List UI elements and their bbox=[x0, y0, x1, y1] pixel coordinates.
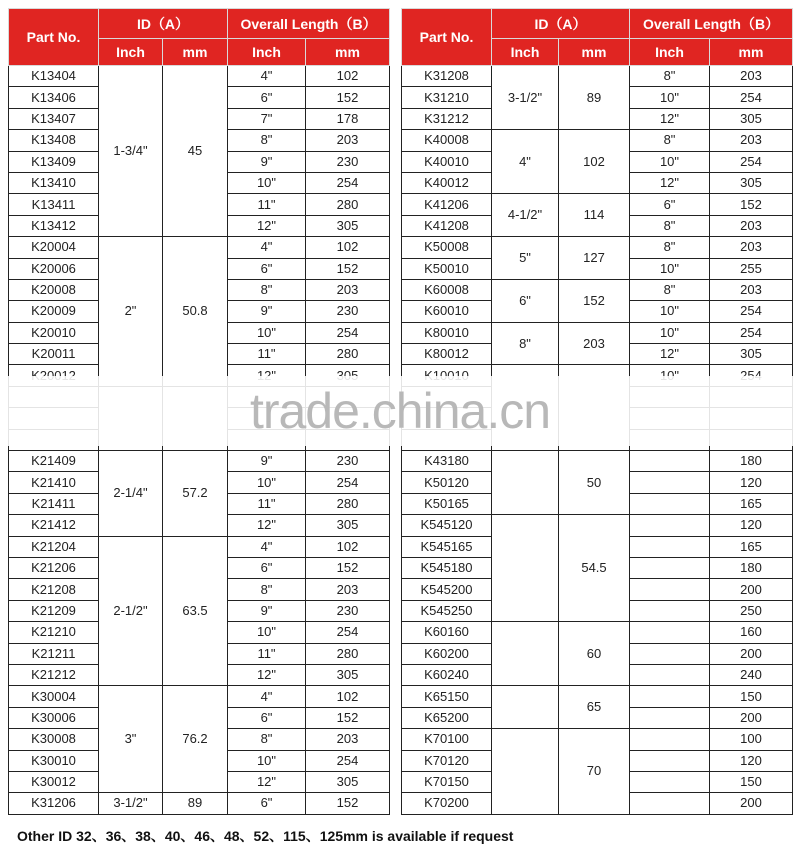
id-mm-cell: 89 bbox=[163, 793, 228, 814]
part-number-cell: K20004 bbox=[9, 237, 99, 258]
length-inch-cell: 8" bbox=[630, 237, 710, 258]
id-inch-cell: 5" bbox=[492, 237, 559, 280]
id-inch-cell bbox=[492, 622, 559, 686]
length-mm-cell: 102 bbox=[306, 66, 390, 87]
part-number-cell: K50165 bbox=[402, 493, 492, 514]
length-mm-cell: 254 bbox=[306, 750, 390, 771]
length-mm-cell: 280 bbox=[306, 643, 390, 664]
part-number-cell: K30010 bbox=[9, 750, 99, 771]
id-mm-cell: 60 bbox=[559, 622, 630, 686]
length-inch-cell: 8" bbox=[630, 215, 710, 236]
length-inch-cell bbox=[630, 793, 710, 814]
id-mm-cell: 54.5 bbox=[559, 515, 630, 622]
length-mm-cell: 255 bbox=[710, 258, 793, 279]
part-number-cell: K13410 bbox=[9, 172, 99, 193]
length-mm-cell: 254 bbox=[306, 172, 390, 193]
length-inch-cell: 9" bbox=[228, 301, 306, 322]
part-number-cell: K30004 bbox=[9, 686, 99, 707]
length-mm-cell: 178 bbox=[306, 108, 390, 129]
part-number-cell: K30008 bbox=[9, 729, 99, 750]
length-mm-cell: 203 bbox=[306, 130, 390, 151]
id-mm-cell: 203 bbox=[559, 322, 630, 365]
length-inch-cell: 11" bbox=[228, 194, 306, 215]
id-inch-cell: 2" bbox=[99, 237, 163, 387]
part-number-cell: K21204 bbox=[9, 536, 99, 557]
length-mm-cell: 120 bbox=[710, 472, 793, 493]
id-inch-cell: 1-3/4" bbox=[99, 66, 163, 237]
part-number-cell: K50008 bbox=[402, 237, 492, 258]
length-mm-cell: 280 bbox=[306, 493, 390, 514]
length-mm-cell: 102 bbox=[306, 536, 390, 557]
length-inch-cell: 8" bbox=[630, 130, 710, 151]
length-mm-cell: 152 bbox=[306, 557, 390, 578]
part-number-cell: K20006 bbox=[9, 258, 99, 279]
length-mm-cell: 203 bbox=[306, 279, 390, 300]
length-inch-cell bbox=[630, 600, 710, 621]
length-inch-cell: 8" bbox=[228, 579, 306, 600]
length-mm-cell: 230 bbox=[306, 301, 390, 322]
length-inch-cell: 10" bbox=[228, 172, 306, 193]
length-inch-cell bbox=[630, 686, 710, 707]
header-id-a: ID（A） bbox=[492, 9, 630, 39]
part-number-cell: K60008 bbox=[402, 279, 492, 300]
id-mm-cell: 63.5 bbox=[163, 536, 228, 686]
length-mm-cell: 152 bbox=[306, 793, 390, 814]
length-mm-cell: 230 bbox=[306, 151, 390, 172]
length-mm-cell: 102 bbox=[306, 237, 390, 258]
length-mm-cell: 160 bbox=[710, 622, 793, 643]
length-inch-cell: 12" bbox=[228, 664, 306, 685]
length-inch-cell: 8" bbox=[228, 279, 306, 300]
length-mm-cell: 200 bbox=[710, 579, 793, 600]
header-part-no: Part No. bbox=[402, 9, 492, 66]
id-inch-cell: 3-1/2" bbox=[99, 793, 163, 814]
id-mm-cell: 102 bbox=[559, 130, 630, 194]
length-mm-cell: 254 bbox=[710, 87, 793, 108]
header-overall-length: Overall Length（B） bbox=[228, 9, 390, 39]
part-number-cell: K20009 bbox=[9, 301, 99, 322]
table-row bbox=[402, 322, 793, 343]
length-inch-cell: 12" bbox=[630, 344, 710, 365]
length-inch-cell bbox=[630, 515, 710, 536]
part-number-cell: K13412 bbox=[9, 215, 99, 236]
id-inch-cell: 4-1/2" bbox=[492, 194, 559, 237]
part-number-cell: K80012 bbox=[402, 344, 492, 365]
length-mm-cell: 180 bbox=[710, 451, 793, 472]
length-inch-cell: 11" bbox=[228, 344, 306, 365]
length-mm-cell: 203 bbox=[710, 279, 793, 300]
length-inch-cell bbox=[630, 771, 710, 792]
table-row bbox=[402, 622, 793, 643]
part-number-cell: K60240 bbox=[402, 664, 492, 685]
table-row bbox=[402, 130, 793, 151]
table-row bbox=[9, 66, 390, 87]
length-inch-cell: 10" bbox=[228, 750, 306, 771]
length-mm-cell: 250 bbox=[710, 600, 793, 621]
length-inch-cell bbox=[630, 472, 710, 493]
part-number-cell: K80010 bbox=[402, 322, 492, 343]
id-mm-cell: 76.2 bbox=[163, 686, 228, 793]
header-length-mm: mm bbox=[306, 39, 390, 66]
part-number-cell: K31210 bbox=[402, 87, 492, 108]
length-inch-cell: 6" bbox=[228, 258, 306, 279]
length-inch-cell bbox=[630, 622, 710, 643]
part-number-cell: K70120 bbox=[402, 750, 492, 771]
header-id-a: ID（A） bbox=[99, 9, 228, 39]
part-number-cell: K60160 bbox=[402, 622, 492, 643]
part-number-cell: K21208 bbox=[9, 579, 99, 600]
header-length-inch: Inch bbox=[228, 39, 306, 66]
length-mm-cell: 230 bbox=[306, 600, 390, 621]
id-inch-cell: 6" bbox=[492, 279, 559, 322]
watermark-overlay bbox=[0, 376, 800, 446]
length-mm-cell: 305 bbox=[710, 344, 793, 365]
part-number-cell: K13411 bbox=[9, 194, 99, 215]
part-number-cell: K40008 bbox=[402, 130, 492, 151]
id-inch-cell: 2-1/4" bbox=[99, 451, 163, 537]
part-number-cell: K60010 bbox=[402, 301, 492, 322]
part-number-cell: K13407 bbox=[9, 108, 99, 129]
length-mm-cell: 280 bbox=[306, 194, 390, 215]
part-number-cell: K40012 bbox=[402, 172, 492, 193]
table-row bbox=[9, 451, 390, 472]
length-inch-cell: 12" bbox=[630, 172, 710, 193]
length-inch-cell bbox=[630, 579, 710, 600]
length-inch-cell: 11" bbox=[228, 643, 306, 664]
id-inch-cell: 3-1/2" bbox=[492, 66, 559, 130]
length-inch-cell: 8" bbox=[228, 729, 306, 750]
part-number-cell: K21410 bbox=[9, 472, 99, 493]
table-row bbox=[9, 237, 390, 258]
length-mm-cell: 150 bbox=[710, 686, 793, 707]
part-number-cell: K21411 bbox=[9, 493, 99, 514]
table-row bbox=[402, 451, 793, 472]
part-number-cell: K70200 bbox=[402, 793, 492, 814]
id-inch-cell bbox=[492, 515, 559, 622]
watermark-text: trade.china.cn bbox=[249, 383, 551, 439]
id-mm-cell: 89 bbox=[559, 66, 630, 130]
length-inch-cell: 12" bbox=[630, 108, 710, 129]
table-row bbox=[9, 686, 390, 707]
header-id-mm: mm bbox=[163, 39, 228, 66]
part-number-cell: K21409 bbox=[9, 451, 99, 472]
length-inch-cell: 10" bbox=[630, 301, 710, 322]
length-mm-cell: 280 bbox=[306, 344, 390, 365]
id-mm-cell: 65 bbox=[559, 686, 630, 729]
length-inch-cell: 8" bbox=[630, 66, 710, 87]
part-number-cell: K13404 bbox=[9, 66, 99, 87]
length-mm-cell: 200 bbox=[710, 643, 793, 664]
length-inch-cell: 10" bbox=[630, 87, 710, 108]
part-number-cell: K31212 bbox=[402, 108, 492, 129]
id-mm-cell: 152 bbox=[559, 279, 630, 322]
table-row bbox=[402, 729, 793, 750]
length-inch-cell: 4" bbox=[228, 686, 306, 707]
part-number-cell: K31206 bbox=[9, 793, 99, 814]
length-mm-cell: 150 bbox=[710, 771, 793, 792]
table-row bbox=[9, 536, 390, 557]
table-row bbox=[402, 194, 793, 215]
header-length-mm: mm bbox=[710, 39, 793, 66]
part-number-cell: K60200 bbox=[402, 643, 492, 664]
length-inch-cell: 10" bbox=[630, 151, 710, 172]
length-inch-cell: 8" bbox=[630, 279, 710, 300]
length-inch-cell bbox=[630, 643, 710, 664]
length-mm-cell: 180 bbox=[710, 557, 793, 578]
length-mm-cell: 305 bbox=[306, 664, 390, 685]
length-mm-cell: 102 bbox=[306, 686, 390, 707]
length-mm-cell: 305 bbox=[306, 515, 390, 536]
part-number-cell: K21211 bbox=[9, 643, 99, 664]
part-number-cell: K545180 bbox=[402, 557, 492, 578]
length-mm-cell: 305 bbox=[306, 215, 390, 236]
id-inch-cell: 2-1/2" bbox=[99, 536, 163, 686]
part-number-cell: K13409 bbox=[9, 151, 99, 172]
part-number-cell: K30012 bbox=[9, 771, 99, 792]
header-id-inch: Inch bbox=[492, 39, 559, 66]
part-number-cell: K21412 bbox=[9, 515, 99, 536]
length-mm-cell: 203 bbox=[306, 579, 390, 600]
length-inch-cell: 4" bbox=[228, 237, 306, 258]
length-inch-cell: 9" bbox=[228, 451, 306, 472]
id-mm-cell: 57.2 bbox=[163, 451, 228, 537]
part-number-cell: K70150 bbox=[402, 771, 492, 792]
part-number-cell: K21206 bbox=[9, 557, 99, 578]
length-inch-cell: 9" bbox=[228, 600, 306, 621]
length-inch-cell bbox=[630, 664, 710, 685]
length-inch-cell: 10" bbox=[630, 322, 710, 343]
length-mm-cell: 152 bbox=[306, 258, 390, 279]
length-inch-cell: 4" bbox=[228, 536, 306, 557]
length-inch-cell: 10" bbox=[630, 258, 710, 279]
length-mm-cell: 120 bbox=[710, 750, 793, 771]
length-mm-cell: 254 bbox=[306, 622, 390, 643]
length-inch-cell: 6" bbox=[228, 557, 306, 578]
length-mm-cell: 230 bbox=[306, 451, 390, 472]
part-number-cell: K20011 bbox=[9, 344, 99, 365]
length-inch-cell bbox=[630, 729, 710, 750]
table-row bbox=[402, 686, 793, 707]
part-number-cell: K545250 bbox=[402, 600, 492, 621]
length-inch-cell: 4" bbox=[228, 66, 306, 87]
length-mm-cell: 254 bbox=[710, 151, 793, 172]
length-inch-cell: 10" bbox=[228, 472, 306, 493]
part-number-cell: K50120 bbox=[402, 472, 492, 493]
length-inch-cell: 12" bbox=[228, 215, 306, 236]
length-mm-cell: 254 bbox=[306, 322, 390, 343]
part-number-cell: K43180 bbox=[402, 451, 492, 472]
length-mm-cell: 200 bbox=[710, 793, 793, 814]
table-row bbox=[402, 515, 793, 536]
id-mm-cell: 45 bbox=[163, 66, 228, 237]
length-mm-cell: 200 bbox=[710, 707, 793, 728]
length-inch-cell: 10" bbox=[228, 322, 306, 343]
header-part-no: Part No. bbox=[9, 9, 99, 66]
part-number-cell: K21212 bbox=[9, 664, 99, 685]
part-number-cell: K13408 bbox=[9, 130, 99, 151]
table-row bbox=[402, 66, 793, 87]
availability-note: Other ID 32、36、38、40、46、48、52、115、125mm is available if request bbox=[17, 828, 514, 844]
length-mm-cell: 305 bbox=[710, 172, 793, 193]
id-mm-cell: 50.8 bbox=[163, 237, 228, 387]
length-mm-cell: 305 bbox=[710, 108, 793, 129]
id-mm-cell: 50 bbox=[559, 451, 630, 515]
length-mm-cell: 165 bbox=[710, 493, 793, 514]
id-mm-cell: 70 bbox=[559, 729, 630, 815]
length-mm-cell: 203 bbox=[306, 729, 390, 750]
part-number-cell: K31208 bbox=[402, 66, 492, 87]
part-number-cell: K50010 bbox=[402, 258, 492, 279]
length-inch-cell bbox=[630, 493, 710, 514]
length-inch-cell: 8" bbox=[228, 130, 306, 151]
part-number-cell: K545120 bbox=[402, 515, 492, 536]
length-inch-cell: 6" bbox=[630, 194, 710, 215]
length-inch-cell: 10" bbox=[228, 622, 306, 643]
length-inch-cell: 6" bbox=[228, 707, 306, 728]
length-mm-cell: 152 bbox=[306, 87, 390, 108]
id-inch-cell: 4" bbox=[492, 130, 559, 194]
length-inch-cell: 9" bbox=[228, 151, 306, 172]
length-inch-cell bbox=[630, 536, 710, 557]
part-number-cell: K545200 bbox=[402, 579, 492, 600]
part-number-cell: K70100 bbox=[402, 729, 492, 750]
length-inch-cell: 12" bbox=[228, 515, 306, 536]
part-number-cell: K41206 bbox=[402, 194, 492, 215]
part-number-cell: K21209 bbox=[9, 600, 99, 621]
length-mm-cell: 203 bbox=[710, 130, 793, 151]
id-inch-cell bbox=[492, 451, 559, 515]
id-inch-cell: 8" bbox=[492, 322, 559, 365]
part-number-cell: K65200 bbox=[402, 707, 492, 728]
length-inch-cell bbox=[630, 451, 710, 472]
header-id-inch: Inch bbox=[99, 39, 163, 66]
part-number-cell: K65150 bbox=[402, 686, 492, 707]
id-inch-cell: 3" bbox=[99, 686, 163, 793]
length-mm-cell: 254 bbox=[710, 301, 793, 322]
part-number-cell: K20008 bbox=[9, 279, 99, 300]
length-inch-cell: 12" bbox=[228, 771, 306, 792]
length-mm-cell: 240 bbox=[710, 664, 793, 685]
length-inch-cell: 7" bbox=[228, 108, 306, 129]
table-row bbox=[402, 237, 793, 258]
length-mm-cell: 254 bbox=[306, 472, 390, 493]
part-number-cell: K30006 bbox=[9, 707, 99, 728]
length-mm-cell: 120 bbox=[710, 515, 793, 536]
length-inch-cell bbox=[630, 750, 710, 771]
table-row bbox=[9, 793, 390, 814]
id-inch-cell bbox=[492, 729, 559, 815]
length-inch-cell: 6" bbox=[228, 87, 306, 108]
length-inch-cell bbox=[630, 557, 710, 578]
part-number-cell: K21210 bbox=[9, 622, 99, 643]
length-mm-cell: 152 bbox=[306, 707, 390, 728]
id-inch-cell bbox=[492, 686, 559, 729]
length-mm-cell: 165 bbox=[710, 536, 793, 557]
header-id-mm: mm bbox=[559, 39, 630, 66]
id-mm-cell: 127 bbox=[559, 237, 630, 280]
length-mm-cell: 254 bbox=[710, 322, 793, 343]
header-length-inch: Inch bbox=[630, 39, 710, 66]
part-number-cell: K20010 bbox=[9, 322, 99, 343]
length-mm-cell: 305 bbox=[306, 771, 390, 792]
part-number-cell: K13406 bbox=[9, 87, 99, 108]
length-mm-cell: 203 bbox=[710, 66, 793, 87]
table-row bbox=[402, 279, 793, 300]
part-number-cell: K40010 bbox=[402, 151, 492, 172]
length-mm-cell: 203 bbox=[710, 237, 793, 258]
length-mm-cell: 203 bbox=[710, 215, 793, 236]
length-mm-cell: 152 bbox=[710, 194, 793, 215]
id-mm-cell: 114 bbox=[559, 194, 630, 237]
length-mm-cell: 100 bbox=[710, 729, 793, 750]
length-inch-cell bbox=[630, 707, 710, 728]
length-inch-cell: 11" bbox=[228, 493, 306, 514]
length-inch-cell: 6" bbox=[228, 793, 306, 814]
part-number-cell: K545165 bbox=[402, 536, 492, 557]
header-overall-length: Overall Length（B） bbox=[630, 9, 793, 39]
part-number-cell: K41208 bbox=[402, 215, 492, 236]
